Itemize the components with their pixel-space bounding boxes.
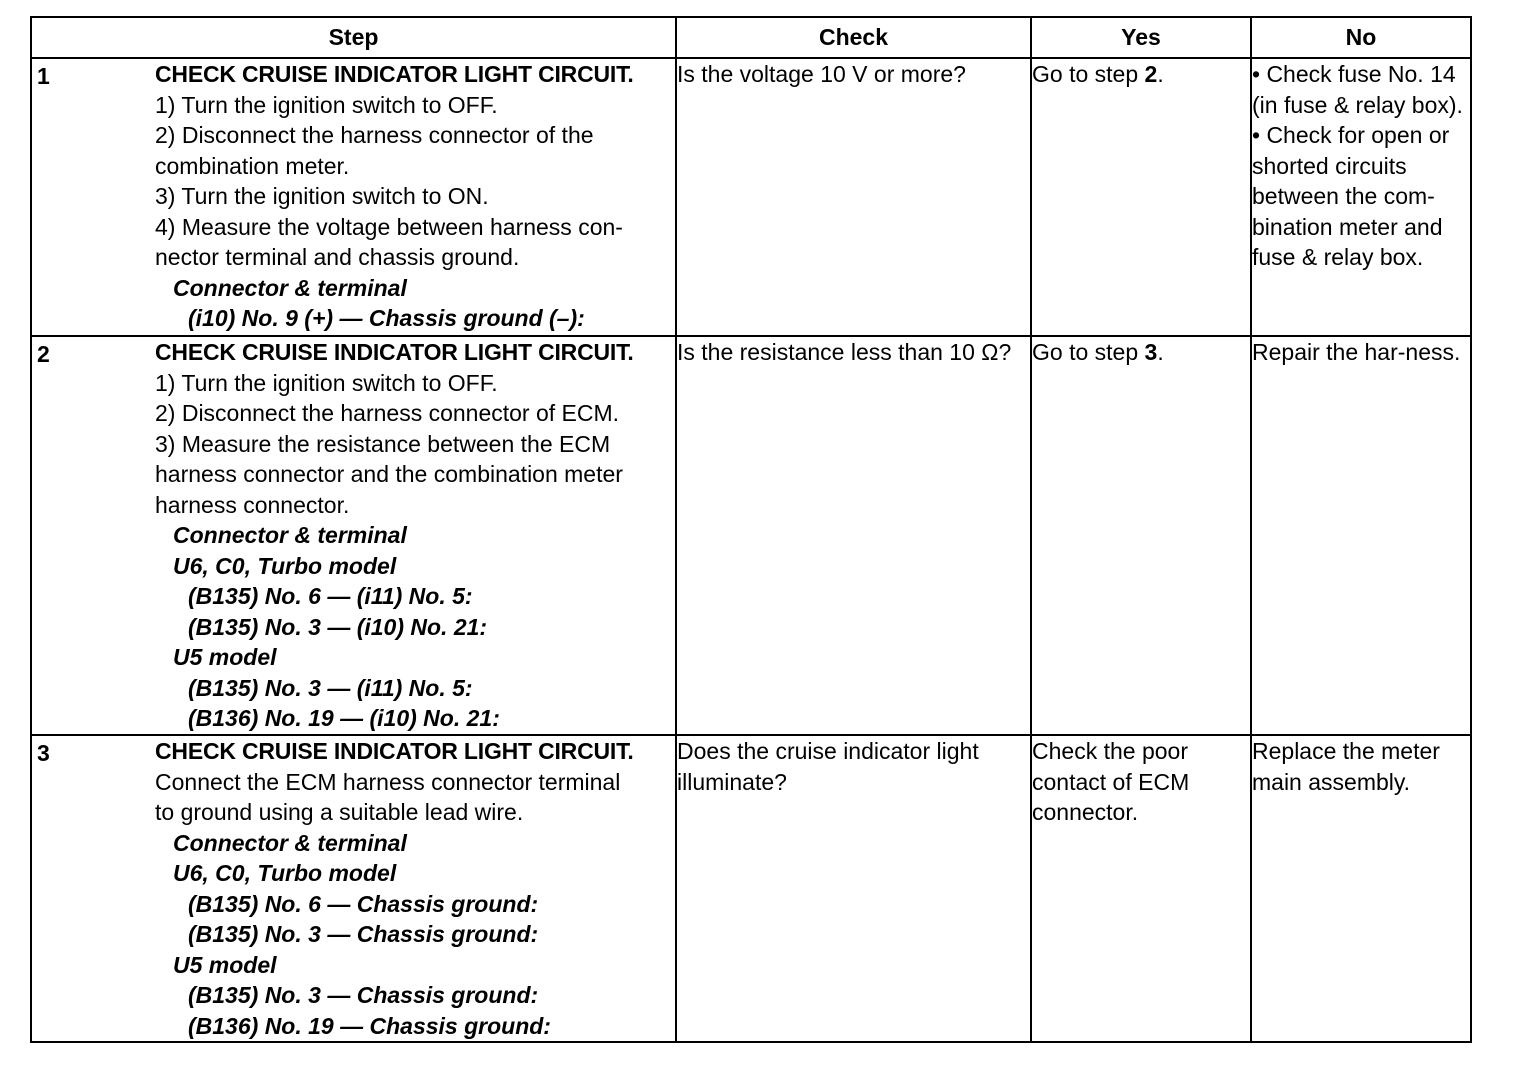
spec-line: (B135) No. 6 — Chassis ground: <box>188 890 539 917</box>
step-line: to ground using a suitable lead wire. <box>155 799 524 825</box>
step-cell <box>31 735 676 1042</box>
table-row <box>31 336 1471 735</box>
yes-cell: Check the poor contact of ECM connector. <box>1031 735 1251 1042</box>
yes-step-number: 3 <box>1144 339 1158 365</box>
step-line: 3) Turn the ignition switch to ON. <box>155 183 489 209</box>
step-line: harness connector. <box>155 491 350 518</box>
spec-model: U6, C0, Turbo model <box>173 860 397 886</box>
yes-cell <box>1031 336 1251 735</box>
step-line: Connect the ECM harness connector terminal <box>155 768 621 795</box>
table-row <box>31 735 1471 1042</box>
step-cell <box>31 336 676 735</box>
spec-heading: Connector & terminal <box>173 829 407 856</box>
yes-prefix: Go to step <box>1032 61 1145 87</box>
yes-suffix: . <box>1157 61 1164 87</box>
spec-model: U5 model <box>173 951 277 978</box>
check-cell: Is the voltage 10 V or more? <box>676 58 1031 336</box>
check-cell: Is the resistance less than 10 Ω? <box>676 336 1031 735</box>
step-line: harness connector and the combination meter <box>155 461 623 487</box>
spec-heading: Connector & terminal <box>173 522 407 548</box>
check-cell: Does the cruise indicator light illuminate? <box>676 735 1031 1042</box>
step-line: 4) Measure the voltage between harness con- <box>155 213 623 240</box>
step-body <box>155 736 675 1041</box>
spec-line: (B135) No. 3 — Chassis ground: <box>188 982 539 1008</box>
spec-heading: Connector & terminal <box>173 274 407 301</box>
yes-suffix: . <box>1157 339 1164 365</box>
yes-prefix: Go to step <box>1032 339 1145 365</box>
spec-line: (B136) No. 19 — Chassis ground: <box>188 1012 551 1039</box>
spec-line: (i10) No. 9 (+) — Chassis ground (–): <box>188 305 585 331</box>
step-cell <box>31 58 676 336</box>
no-cell <box>1251 58 1471 336</box>
yes-cell <box>1031 58 1251 336</box>
step-line: nector terminal and chassis ground. <box>155 244 520 270</box>
spec-model: U5 model <box>173 644 277 670</box>
step-number: 3 <box>37 740 50 766</box>
step-line: combination meter. <box>155 152 350 179</box>
no-bullet: • Check for open or shorted circuits between the com-bination meter and fuse & relay box. <box>1252 122 1450 270</box>
no-cell: Replace the meter main assembly. <box>1251 735 1471 1042</box>
header-step: Step <box>31 17 676 58</box>
no-bullet: • Check fuse No. 14 (in fuse & relay box). <box>1252 61 1463 118</box>
step-number: 1 <box>37 63 50 89</box>
table-row <box>31 58 1471 336</box>
step-title: CHECK CRUISE INDICATOR LIGHT CIRCUIT. <box>155 61 634 87</box>
yes-step-number: 2 <box>1144 61 1158 87</box>
no-cell: Repair the har-ness. <box>1251 336 1471 735</box>
step-line: 2) Disconnect the harness connector of the <box>155 122 594 148</box>
step-title: CHECK CRUISE INDICATOR LIGHT CIRCUIT. <box>155 339 634 365</box>
step-number: 2 <box>37 341 50 367</box>
step-title: CHECK CRUISE INDICATOR LIGHT CIRCUIT. <box>155 738 634 764</box>
step-line: 2) Disconnect the harness connector of ECM. <box>155 400 620 426</box>
spec-line: (B135) No. 3 — Chassis ground: <box>188 921 539 947</box>
step-body <box>155 59 675 334</box>
spec-line: (B135) No. 3 — (i11) No. 5: <box>188 674 473 701</box>
header-no: No <box>1251 17 1471 58</box>
spec-line: (B135) No. 3 — (i10) No. 21: <box>188 613 488 640</box>
header-row <box>31 17 1471 58</box>
spec-model: U6, C0, Turbo model <box>173 552 397 579</box>
spec-line: (B135) No. 6 — (i11) No. 5: <box>188 583 473 609</box>
spec-line: (B136) No. 19 — (i10) No. 21: <box>188 705 500 731</box>
header-yes: Yes <box>1031 17 1251 58</box>
step-line: 3) Measure the resistance between the ECM <box>155 430 611 457</box>
header-check: Check <box>676 17 1031 58</box>
diagnostic-table <box>30 16 1472 1043</box>
step-line: 1) Turn the ignition switch to OFF. <box>155 91 498 118</box>
step-body <box>155 337 675 734</box>
step-line: 1) Turn the ignition switch to OFF. <box>155 369 498 396</box>
